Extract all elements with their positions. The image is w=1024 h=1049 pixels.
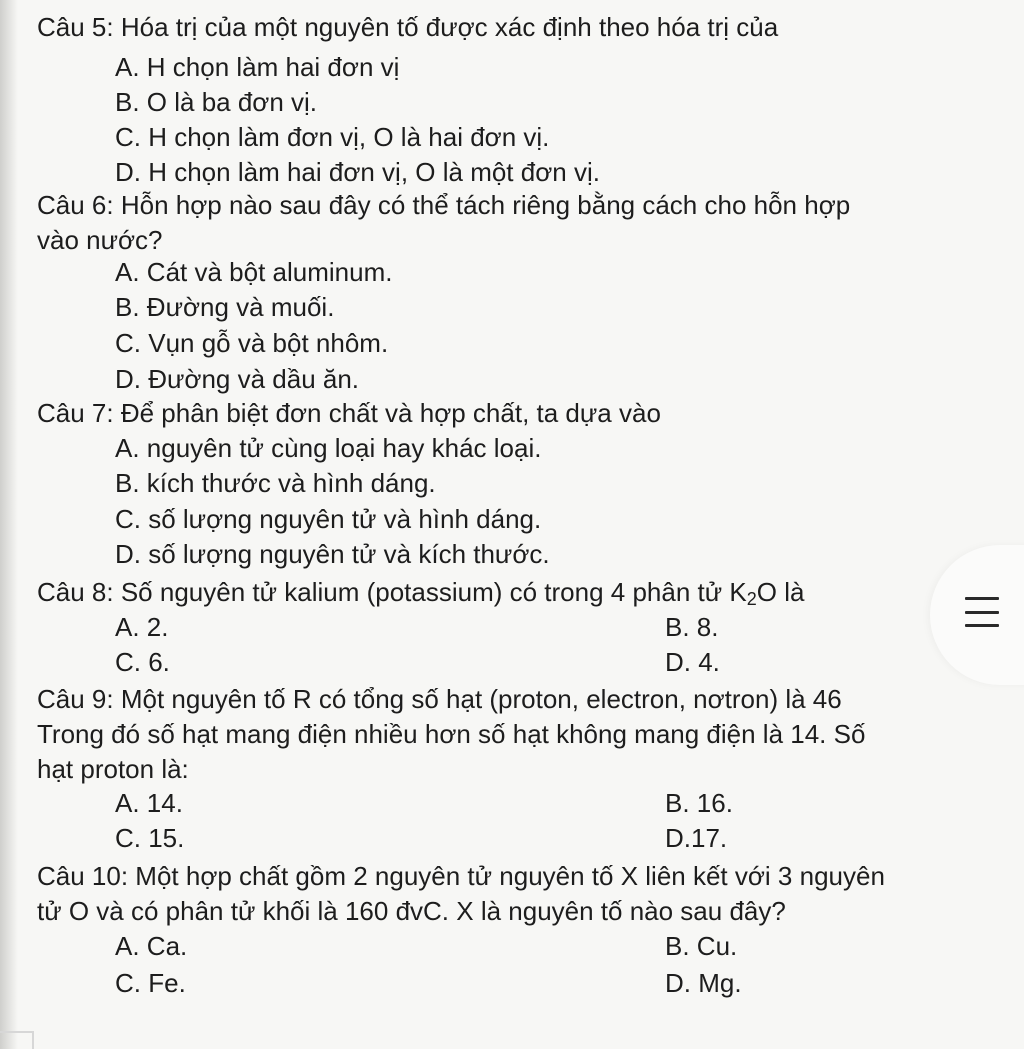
q8-stem-subscript: 2 <box>746 589 757 609</box>
q7-option-a: A. nguyên tử cùng loại hay khác loại. <box>115 433 542 463</box>
q6-option-b: B. Đường và muối. <box>115 292 335 322</box>
q8-stem-text: Câu 8: Số nguyên tử kalium (potassium) có trong 4 phân tử K <box>37 577 747 607</box>
q8-option-d: D. 4. <box>665 647 720 677</box>
q9-option-c: C. 15. <box>115 823 185 853</box>
q10-option-c: C. Fe. <box>115 968 186 998</box>
q5-option-b: B. O là ba đơn vị. <box>115 87 318 117</box>
q6-stem-line1: Câu 6: Hỗn hợp nào sau đây có thể tách riêng bằng cách cho hỗn hợp <box>37 190 851 220</box>
q5-option-a: A. H chọn làm hai đơn vị <box>115 52 400 82</box>
q8-stem <box>37 577 804 614</box>
q6-option-d: D. Đường và dầu ăn. <box>115 364 360 394</box>
q8-stem-end: O là <box>756 577 805 607</box>
q8-option-c: C. 6. <box>115 647 170 677</box>
q8-option-b: B. 8. <box>665 612 719 642</box>
q6-option-a: A. Cát và bột aluminum. <box>115 257 393 287</box>
q9-option-a: A. 14. <box>115 788 183 818</box>
q5-option-d: D. H chọn làm hai đơn vị, O là một đơn vị. <box>115 157 600 187</box>
q7-stem: Câu 7: Để phân biệt đơn chất và hợp chất, ta dựa vào <box>37 398 661 428</box>
q7-option-d: D. số lượng nguyên tử và kích thước. <box>115 539 550 569</box>
q10-option-a: A. Ca. <box>115 931 188 961</box>
q7-option-c: C. số lượng nguyên tử và hình dáng. <box>115 504 542 534</box>
q9-stem-line3: hạt proton là: <box>37 754 189 784</box>
menu-icon-bar-middle <box>965 611 999 614</box>
q10-option-d: D. Mg. <box>665 968 742 998</box>
menu-icon-bar-bottom <box>965 624 999 627</box>
q10-stem-line1: Câu 10: Một hợp chất gồm 2 nguyên tử nguyên tố X liên kết với 3 nguyên <box>37 861 885 891</box>
q8-option-a: A. 2. <box>115 612 169 642</box>
q6-option-c: C. Vụn gỗ và bột nhôm. <box>115 328 389 358</box>
page-edge-shadow <box>0 0 18 1049</box>
hamburger-menu-icon[interactable] <box>965 595 999 629</box>
q10-stem-line2: tử O và có phân tử khối là 160 đvC. X là nguyên tố nào sau đây? <box>37 896 786 926</box>
page-corner-mark <box>0 1031 34 1049</box>
q5-option-c: C. H chọn làm đơn vị, O là hai đơn vị. <box>115 122 550 152</box>
q9-stem-line2: Trong đó số hạt mang điện nhiều hơn số hạt không mang điện là 14. Số <box>37 719 866 749</box>
q6-stem-line2: vào nước? <box>37 225 163 255</box>
menu-icon-bar-top <box>965 597 999 600</box>
q10-option-b: B. Cu. <box>665 931 738 961</box>
q7-option-b: B. kích thước và hình dáng. <box>115 468 436 498</box>
q9-option-d: D.17. <box>665 823 728 853</box>
q5-stem: Câu 5: Hóa trị của một nguyên tố được xác định theo hóa trị của <box>37 12 779 42</box>
q9-stem-line1: Câu 9: Một nguyên tố R có tổng số hạt (proton, electron, nơtron) là 46 <box>37 684 842 714</box>
q9-option-b: B. 16. <box>665 788 733 818</box>
